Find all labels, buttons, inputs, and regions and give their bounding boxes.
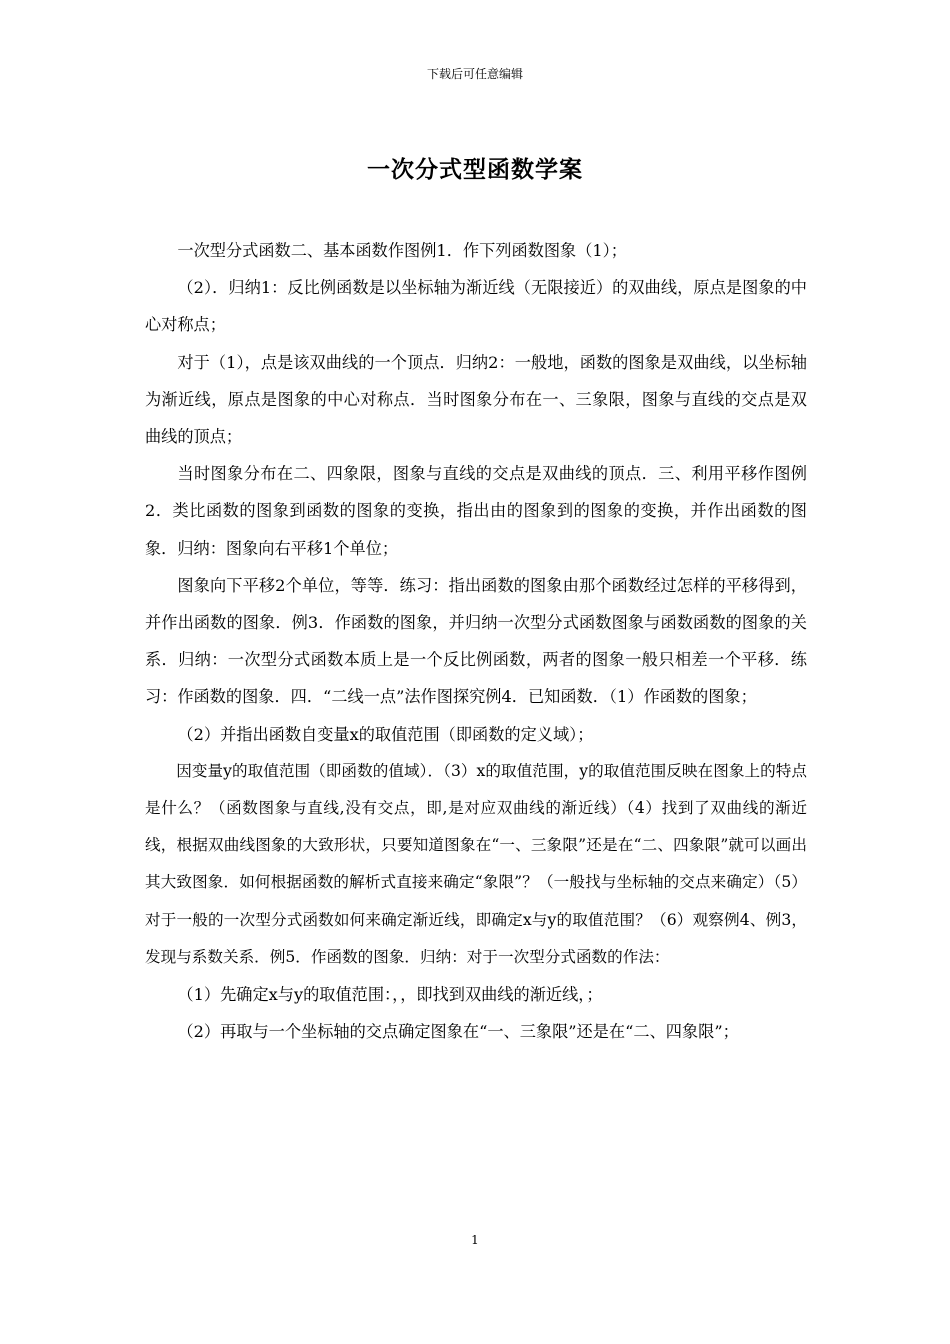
paragraph: 图象向下平移2个单位，等等．练习：指出函数的图象由那个函数经过怎样的平移得到，并作出函数的图象．例3．作函数的图象，并归纳一次型分式函数图象与函数函数的图象的关系．归纳：一次型分式函数本质上是一个反比例函数，两者的图象一般只相差一个平移．练习：作函数的图象．四．“二线一点”法作图探究例4．已知函数．（1）作函数的图象；: [145, 575, 807, 707]
paragraph: （1）先确定x与y的取值范围：，，即找到双曲线的渐近线，；: [177, 985, 603, 1005]
page-number: 1: [471, 1233, 479, 1247]
paragraph: 因变量y的取值范围（即函数的值域）．（3）x的取值范围，y的取值范围反映在图象上的特点是什么？（函数图象与直线,没有交点，即,是对应双曲线的渐近线）（4）找到了双曲线的渐近线，根据双曲线图象的大致形状，只要知道图象在“一、三象限”还是在“二、四象限”就可以画出其大致图象．如何根据函数的解析式直接来确定“象限”？（一般找与坐标轴的交点来确定）（5）对于一般的一次型分式函数如何来确定渐近线，即确定x与y的取值范围？（6）观察例4、例3，发现与系数关系．例5．作函数的图象．归纳：对于一次型分式函数的作法：: [145, 761, 807, 966]
paragraph: （2）再取与一个坐标轴的交点确定图象在“一、三象限”还是在“二、四象限”；: [177, 1022, 739, 1042]
paragraph: （2）．归纳1：反比例函数是以坐标轴为渐近线（无限接近）的双曲线，原点是图象的中心对称点；: [145, 278, 807, 335]
document-body: [145, 232, 807, 1050]
paragraph: 对于（1），点是该双曲线的一个顶点．归纳2：一般地，函数的图象是双曲线，以坐标轴为渐近线，原点是图象的中心对称点．当时图象分布在一、三象限，图象与直线的交点是双曲线的顶点；: [145, 352, 807, 447]
paragraph: 当时图象分布在二、四象限，图象与直线的交点是双曲线的顶点．三、利用平移作图例2．类比函数的图象到函数的图象的变换，指出由的图象到的图象的变换，并作出函数的图象．归纳：图象向右平移1个单位；: [145, 464, 807, 558]
page-header: 下载后可任意编辑: [426, 67, 523, 81]
paragraph: 一次型分式函数二、基本函数作图例1．作下列函数图象（1）；: [177, 241, 627, 260]
paragraph: （2）并指出函数自变量x的取值范围（即函数的定义域）；: [177, 724, 594, 744]
document-title: 一次分式型函数学案: [367, 156, 583, 183]
